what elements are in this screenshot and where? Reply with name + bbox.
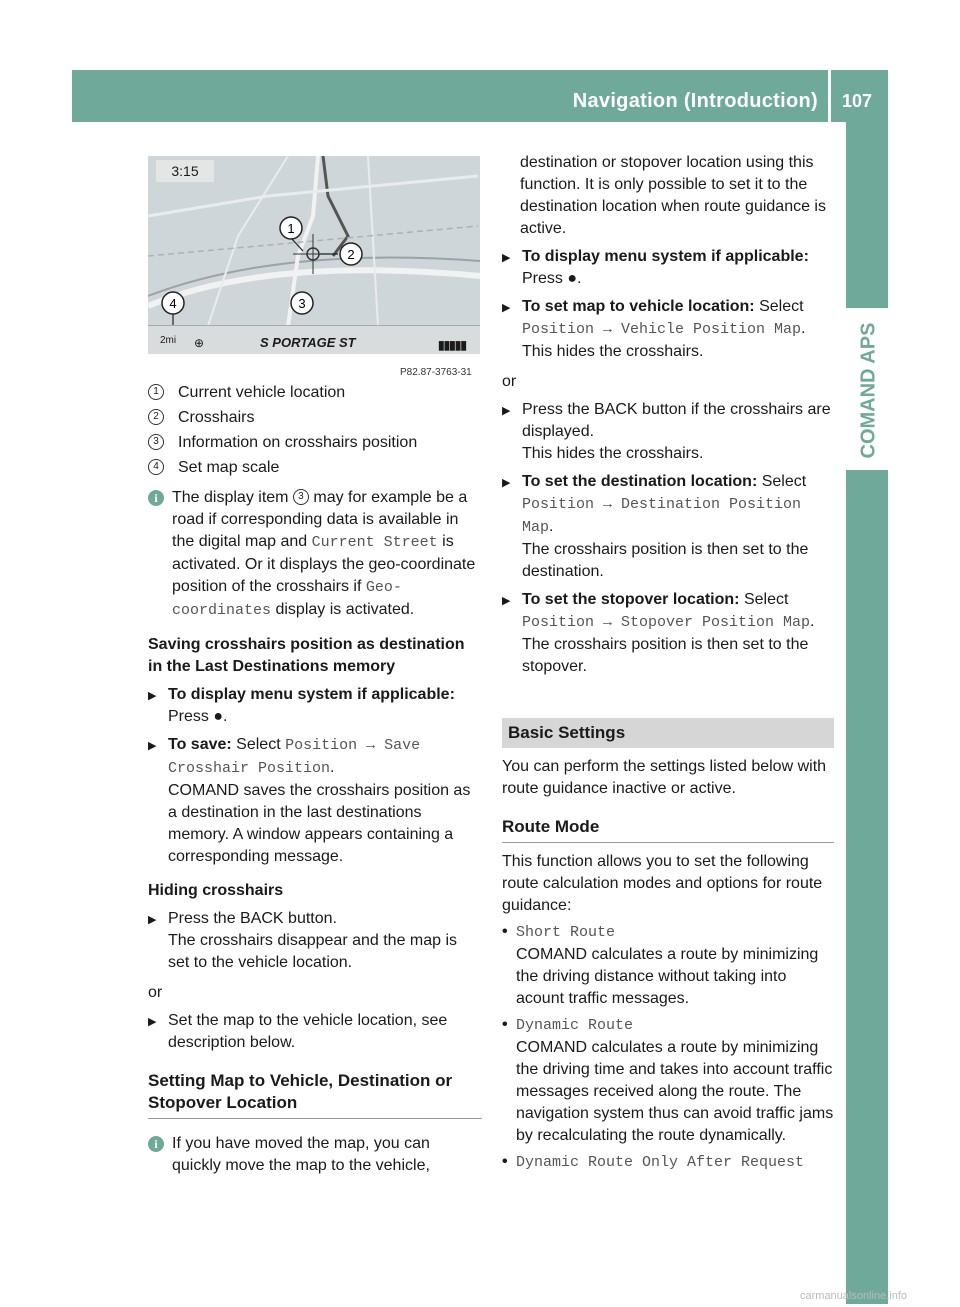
signal-strength-icon: ▮▮▮▮▮ — [437, 338, 466, 352]
page-number: 107 — [842, 91, 873, 111]
legend-item: 1 Current vehicle location — [148, 382, 482, 404]
intro-text: You can perform the settings listed below with route guidance inactive or active. — [502, 758, 827, 797]
callout-4: 4 — [169, 296, 177, 311]
instruction-step: ▶ To display menu system if applicable: Press ●. — [148, 686, 455, 725]
legend-item: 2 Crosshairs — [148, 407, 482, 429]
side-tab-bottom — [846, 470, 888, 1304]
list-item: • Short Route COMAND calculates a route by minimizing the driving distance without taking into acount traffic messages. — [502, 923, 819, 1007]
side-tab-top — [846, 122, 888, 308]
callout-3: 3 — [298, 296, 306, 311]
section-bar-heading: Basic Settings — [502, 718, 834, 748]
or-text: or — [148, 984, 163, 1001]
map-scale: 2mi — [160, 335, 177, 346]
instruction-step: ▶ Press the BACK button. The crosshairs disappear and the map is set to the vehicle location. — [148, 910, 458, 971]
map-clock: 3:15 — [156, 160, 214, 182]
figure-caption: P82.87-3763-31 — [400, 367, 472, 378]
header-title: Navigation (Introduction) — [572, 90, 818, 112]
section-heading: Setting Map to Vehicle, Destination or Stopover Location — [148, 1070, 482, 1119]
callout-2: 2 — [347, 247, 355, 262]
info-icon: i — [148, 490, 164, 506]
navigation-map-image — [148, 156, 480, 354]
list-item: • Dynamic Route COMAND calculates a route by minimizing the driving time and takes into account traffic messages received along the route. The navigation system thus can avoid traffic jams by recalculating the route dynamically. — [502, 1016, 834, 1144]
instruction-step: ▶ To set map to vehicle location: Select Position → Vehicle Position Map. This hides the crosshairs. — [502, 298, 806, 360]
section-heading: Saving crosshairs position as destination in the Last Destinations memory — [148, 636, 465, 675]
info-note: i The display item 3 may for example be a road if corresponding data is available in the digital map and Current Street is activated. Or it displays the geo-coordinate position of the crosshairs if Geo-coordinates display is activated. — [148, 487, 482, 622]
instruction-step: ▶ To set the destination location: Select Position → Destination Position Map. The crosshairs position is then set to the destination. — [502, 473, 809, 580]
legend-item: 4 Set map scale — [148, 457, 482, 479]
intro-text: This function allows you to set the following route calculation modes and options for route guidance: — [502, 853, 823, 914]
side-tab-label: COMAND APS — [857, 322, 880, 459]
header-divider — [828, 70, 831, 122]
legend-item: 3 Information on crosshairs position — [148, 432, 482, 454]
instruction-step: ▶ To set the stopover location: Select Position → Stopover Position Map. The crosshairs position is then set to the stopover. — [502, 591, 815, 675]
instruction-step: ▶ To save: Select Position → Save Crosshair Position. COMAND saves the crosshairs position as a destination in the last destinations memory. A window appears containing a corresponding message. — [148, 736, 471, 865]
section-heading: Route Mode — [502, 816, 834, 843]
continued-text: destination or stopover location using this function. It is only possible to set it to the destination location when route guidance is active. — [520, 154, 826, 237]
page-header — [72, 70, 888, 122]
street-name: S PORTAGE ST — [260, 335, 356, 350]
left-column — [148, 382, 482, 1177]
or-text: or — [502, 373, 517, 390]
watermark: carmanualsonline.info — [800, 1290, 908, 1302]
compass-icon: ⊕ — [194, 336, 205, 350]
right-column — [502, 152, 834, 1174]
info-note: i If you have moved the map, you can quickly move the map to the vehicle, — [148, 1133, 482, 1177]
info-icon: i — [148, 1136, 164, 1152]
instruction-step: ▶ Press the BACK button if the crosshairs are displayed. This hides the crosshairs. — [502, 401, 831, 462]
section-heading: Hiding crosshairs — [148, 882, 284, 899]
instruction-step: ▶ To display menu system if applicable: Press ●. — [502, 248, 809, 287]
callout-1: 1 — [287, 221, 295, 236]
instruction-step: ▶ Set the map to the vehicle location, see description below. — [148, 1012, 448, 1051]
map-status-bar — [148, 325, 480, 354]
list-item: • Dynamic Route Only After Request — [502, 1153, 805, 1171]
